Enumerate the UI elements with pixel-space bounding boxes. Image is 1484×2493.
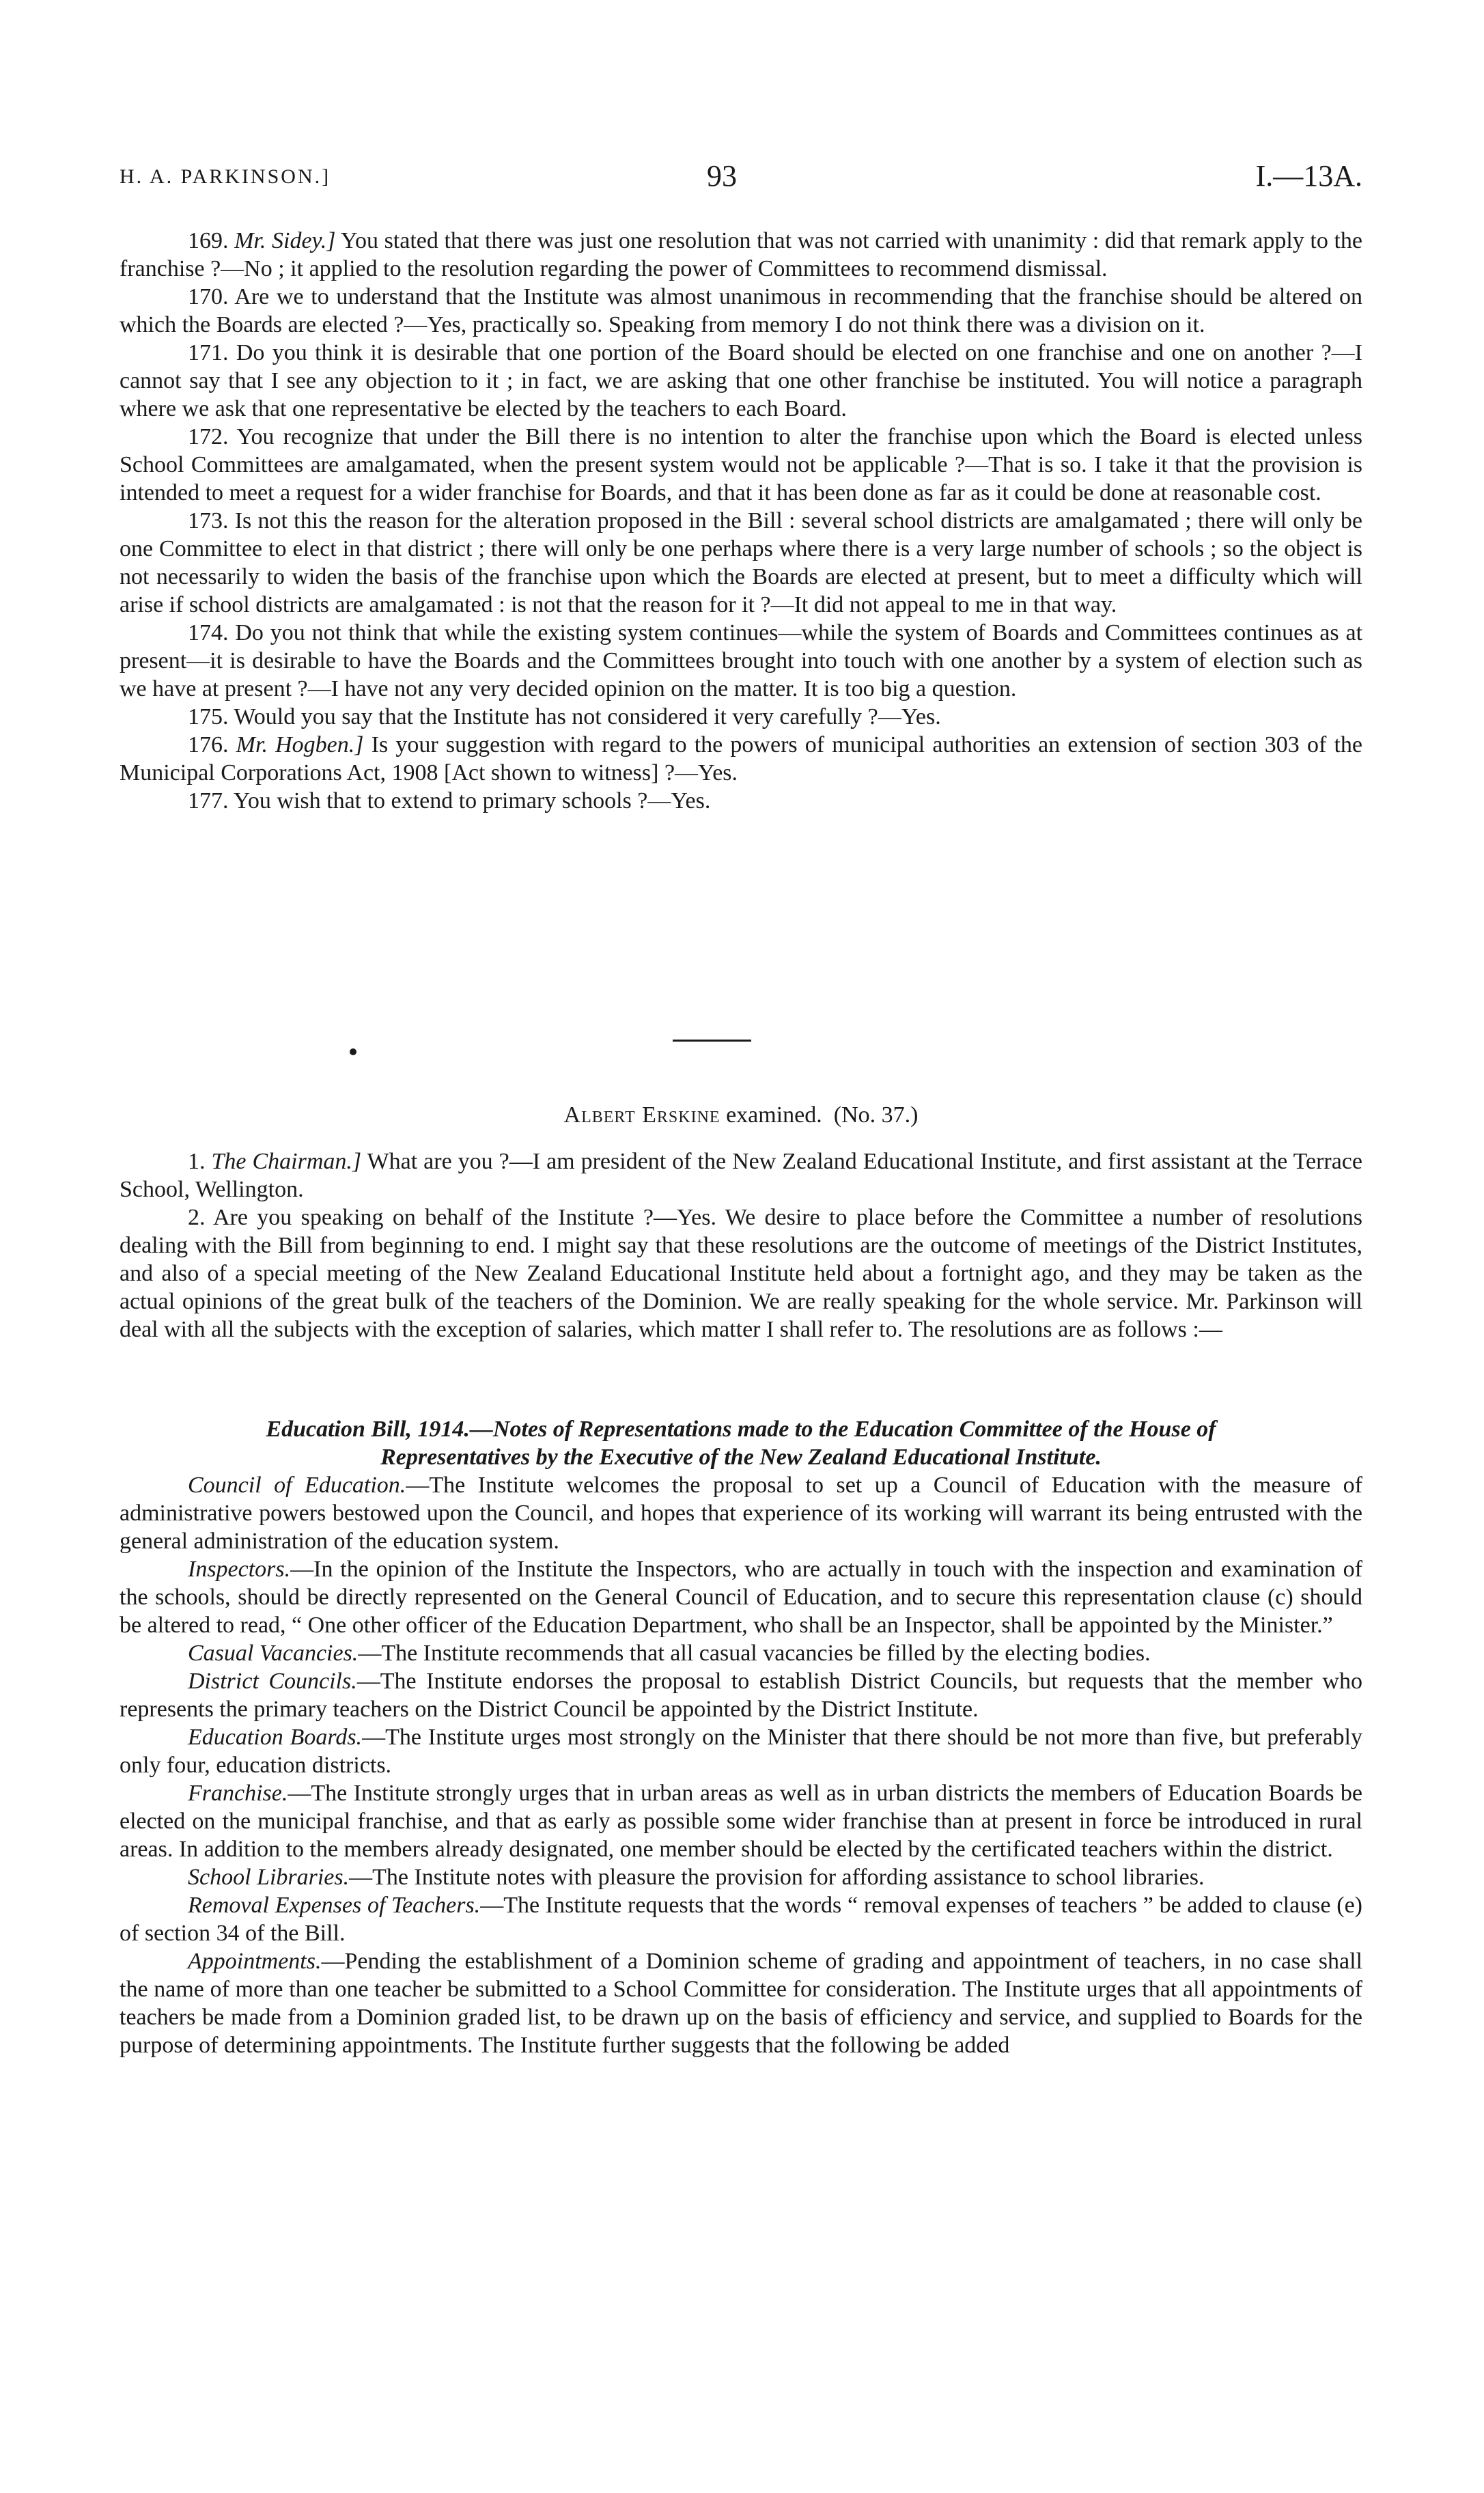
erskine-heading [120, 1101, 1362, 1129]
ink-dot [350, 1048, 356, 1055]
qa-paragraph: 173. Is not this the reason for the alteration proposed in the Bill : several school districts are amalgamated ; there will only be one Committee to elect in that district ; there will only be one perhaps where there is a very large number of schools ; so the object is not necessarily to widen the basis of the franchise upon which the Boards are elected at present, but to meet a difficulty which will arise if school districts are amalgamated : is not that the reason for it ?—It did not appeal to me in that way. [120, 508, 1363, 617]
note-item: School Libraries.—The Institute notes with pleasure the provision for affording assistance to school libraries. [188, 1865, 1205, 1890]
qa-paragraph: 176. Mr. Hogben.] Is your suggestion with regard to the powers of municipal authorities an extension of section 303 of the Municipal Corporations Act, 1908 [Act shown to witness] ?—Yes. [120, 732, 1362, 785]
qa-paragraph: 177. You wish that to extend to primary schools ?—Yes. [188, 788, 711, 813]
parkinson-evidence [120, 227, 1362, 815]
witness-name-header: H. A. PARKINSON.] [120, 165, 331, 188]
qa-paragraph: 174. Do you not think that while the existing system continues—while the system of Boards and Committees continues as at present—it is desirable to have the Boards and the Committees brought into touch with one another by a system of election such as we have at present ?—I have not any very decided opinion on the matter. It is too big a question. [120, 620, 1363, 701]
note-item: Appointments.—Pending the establishment of a Dominion scheme of grading and appointment of teachers, in no case shall the name of more than one teacher be submitted to a School Committee for consideration. The Institute urges that all appointments of teachers be made from a Dominion graded list, to be drawn up on the basis of efficiency and service, and supplied to Boards for the purpose of determining appointments. The Institute further suggests that the following be added [120, 1949, 1362, 2058]
qa-paragraph: 175. Would you say that the Institute has not considered it very carefully ?—Yes. [188, 704, 941, 729]
note-item: Education Boards.—The Institute urges most strongly on the Minister that there should be not more than five, but preferably only four, education districts. [120, 1725, 1362, 1778]
note-item: Casual Vacancies.—The Institute recommends that all casual vacancies be filled by the electing bodies. [188, 1641, 1151, 1666]
witness-heading: Albert Erskine examined. (No. 37.) [563, 1102, 919, 1128]
note-item: Inspectors.—In the opinion of the Institute the Inspectors, who are actually in touch with the inspection and examination of the schools, should be directly represented on the General Council of Education, and to secure this representation clause (c) should be altered to read, “ One other officer of the Education Department, who shall be an Inspector, shall be appointed by the Minister.” [120, 1557, 1362, 1638]
page-header [120, 158, 1362, 199]
qa-paragraph: 1. The Chairman.] What are you ?—I am president of the New Zealand Educational Institute, and first assistant at the Terrace School, Wellington. [120, 1149, 1362, 1202]
note-item: District Councils.—The Institute endorses the proposal to establish District Councils, but requests that the member who represents the primary teachers on the District Council be appointed by the District Institute. [120, 1669, 1362, 1722]
qa-paragraph: 172. You recognize that under the Bill there is no intention to alter the franchise upon which the Board is elected unless School Committees are amalgamated, when the present system would not be applicable ?—That is so. I take it that the provision is intended to meet a request for a wider franchise for Boards, and that it has been done as far as it could be done at reasonable cost. [120, 424, 1362, 505]
qa-paragraph: 2. Are you speaking on behalf of the Institute ?—Yes. We desire to place before the Committee a number of resolutions dealing with the Bill from beginning to end. I might say that these resolutions are the outcome of meetings of the District Institutes, and also of a special meeting of the New Zealand Educational Institute held about a fortnight ago, and they may be taken as the actual opinions of the great bulk of the teachers of the Dominion. We are really speaking for the whole service. Mr. Parkinson will deal with all the subjects with the exception of salaries, which matter I shall refer to. The resolutions are as follows :— [120, 1205, 1362, 1342]
document-reference: I.—13A. [1255, 159, 1362, 193]
notes-section [120, 1415, 1362, 2059]
page-number: 93 [707, 159, 737, 193]
qa-paragraph: 170. Are we to understand that the Institute was almost unanimous in recommending that the franchise should be altered on which the Boards are elected ?—Yes, practically so. Speaking from memory I do not think there was a division on it. [120, 284, 1362, 337]
note-item: Franchise.—The Institute strongly urges that in urban areas as well as in urban districts the members of Education Boards be elected on the municipal franchise, and that as early as possible some wider franchise than at present in force be introduced in rural areas. In addition to the members already designated, one member should be elected by the certificated teachers within the district. [120, 1781, 1362, 1862]
note-item: Council of Education.—The Institute welcomes the proposal to set up a Council of Education with the measure of administrative powers bestowed upon the Council, and hopes that experience of its working will warrant its being entrusted with the general administration of the education system. [120, 1473, 1363, 1554]
qa-paragraph: 169. Mr. Sidey.] You stated that there was just one resolution that was not carried with unanimity : did that remark apply to the franchise ?—No ; it applied to the resolution regarding the power of Committees to recommend dismissal. [120, 228, 1362, 281]
notes-title: Education Bill, 1914.—Notes of Representations made to the Education Committee of the House of Representatives by the Executive of the New Zealand Educational Institute. [266, 1417, 1216, 1470]
erskine-evidence [120, 1147, 1362, 1343]
qa-paragraph: 171. Do you think it is desirable that one portion of the Board should be elected on one franchise and one on another ?—I cannot say that I see any objection to it ; in fact, we are asking that one other franchise be instituted. You will notice a paragraph where we ask that one representative be elected by the teachers to each Board. [120, 340, 1362, 421]
note-item: Removal Expenses of Teachers.—The Institute requests that the words “ removal expenses of teachers ” be added to clause (e) of section 34 of the Bill. [120, 1893, 1362, 1946]
section-divider [673, 1040, 751, 1042]
